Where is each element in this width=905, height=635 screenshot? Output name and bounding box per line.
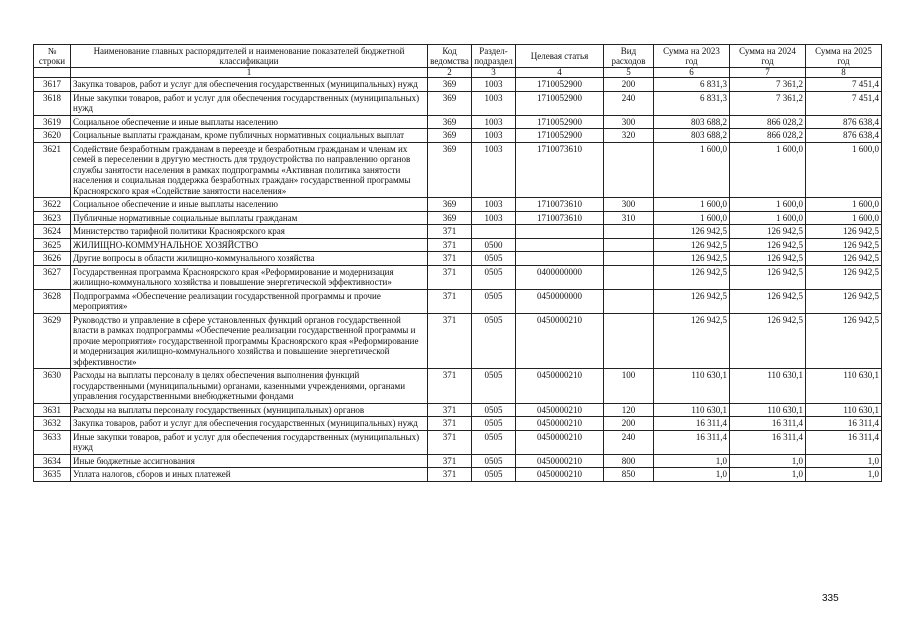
department-code-cell: 371: [428, 225, 472, 239]
target-article-cell: 0400000000: [516, 265, 604, 289]
sum-2025-cell: 876 638,4: [806, 115, 882, 129]
department-code-cell: 369: [428, 115, 472, 129]
section-cell: 0505: [472, 430, 516, 454]
table-row: [34, 252, 882, 266]
section-cell: 1003: [472, 211, 516, 225]
row-number-cell: 3630: [34, 369, 71, 404]
sum-2023-cell: 110 630,1: [654, 369, 730, 404]
department-code-cell: 369: [428, 211, 472, 225]
expense-type-cell: 300: [604, 115, 654, 129]
column-number: 4: [516, 68, 604, 78]
row-number-cell: 3631: [34, 403, 71, 417]
header-sum-2024: Сумма на 2024 год: [730, 45, 806, 68]
department-code-cell: 371: [428, 403, 472, 417]
department-code-cell: 369: [428, 91, 472, 115]
row-number-cell: 3618: [34, 91, 71, 115]
sum-2024-cell: 110 630,1: [730, 369, 806, 404]
expense-type-cell: 800: [604, 454, 654, 468]
expense-type-cell: [604, 252, 654, 266]
sum-2025-cell: 16 311,4: [806, 430, 882, 454]
section-cell: 1003: [472, 115, 516, 129]
department-code-cell: 371: [428, 369, 472, 404]
header-name: Наименование главных распорядителей и наименование показателей бюджетной классификации: [71, 45, 428, 68]
sum-2024-cell: 16 311,4: [730, 430, 806, 454]
table-row: [34, 211, 882, 225]
section-cell: 0505: [472, 289, 516, 313]
sum-2024-cell: 126 942,5: [730, 252, 806, 266]
target-article-cell: 1710052900: [516, 91, 604, 115]
column-number: [34, 68, 71, 78]
target-article-cell: 1710052900: [516, 115, 604, 129]
expense-type-cell: [604, 225, 654, 239]
sum-2023-cell: 126 942,5: [654, 289, 730, 313]
row-number-cell: 3629: [34, 313, 71, 369]
sum-2023-cell: 1 600,0: [654, 142, 730, 198]
row-number-cell: 3627: [34, 265, 71, 289]
column-number: 1: [71, 68, 428, 78]
table-row: [34, 454, 882, 468]
header-row-number: № строки: [34, 45, 71, 68]
target-article-cell: [516, 252, 604, 266]
expense-type-cell: [604, 238, 654, 252]
expense-type-cell: [604, 313, 654, 369]
name-cell: Государственная программа Красноярского края «Реформирование и модернизация жилищно-коммунального хозяйства и повышение энергетической эффективности»: [71, 265, 428, 289]
sum-2024-cell: 866 028,2: [730, 115, 806, 129]
sum-2025-cell: 126 942,5: [806, 225, 882, 239]
sum-2025-cell: 1 600,0: [806, 142, 882, 198]
sum-2025-cell: 126 942,5: [806, 252, 882, 266]
department-code-cell: 371: [428, 289, 472, 313]
target-article-cell: 0450000210: [516, 454, 604, 468]
table-row: [34, 115, 882, 129]
section-cell: 1003: [472, 142, 516, 198]
department-code-cell: 369: [428, 198, 472, 212]
expense-type-cell: 240: [604, 430, 654, 454]
target-article-cell: 0450000210: [516, 468, 604, 482]
expense-type-cell: 240: [604, 91, 654, 115]
section-cell: 0500: [472, 238, 516, 252]
table-row: [34, 91, 882, 115]
name-cell: Содействие безработным гражданам в переезде и безработным гражданам и членам их семей в переселении в другую местность для трудоустройства по направлению органов службы занятости населения в рамках подпрограммы «Активная политика занятости населения и социальная поддержка безработных граждан» государственной программы Красноярского края «Содействие занятости населения»: [71, 142, 428, 198]
name-cell: Социальное обеспечение и иные выплаты населению: [71, 198, 428, 212]
name-cell: Подпрограмма «Обеспечение реализации государственной программы и прочие мероприятия»: [71, 289, 428, 313]
section-cell: 1003: [472, 198, 516, 212]
header-target-article: Целевая статья: [516, 45, 604, 68]
department-code-cell: 371: [428, 265, 472, 289]
sum-2025-cell: 126 942,5: [806, 313, 882, 369]
sum-2024-cell: 126 942,5: [730, 313, 806, 369]
sum-2024-cell: 126 942,5: [730, 265, 806, 289]
expense-type-cell: 120: [604, 403, 654, 417]
header-row: [34, 45, 882, 68]
name-cell: Расходы на выплаты персоналу в целях обеспечения выполнения функций государственными (муниципальными) органами, казенными учреждениями, органами управления государственными внебюджетными фондами: [71, 369, 428, 404]
sum-2023-cell: 1 600,0: [654, 211, 730, 225]
name-cell: Социальные выплаты гражданам, кроме публичных нормативных социальных выплат: [71, 129, 428, 143]
sum-2023-cell: 126 942,5: [654, 313, 730, 369]
name-cell: Закупка товаров, работ и услуг для обеспечения государственных (муниципальных) нужд: [71, 417, 428, 431]
row-number-cell: 3622: [34, 198, 71, 212]
header-department-code: Код ведомства: [428, 45, 472, 68]
expense-type-cell: [604, 142, 654, 198]
sum-2024-cell: 1,0: [730, 468, 806, 482]
name-cell: Иные закупки товаров, работ и услуг для обеспечения государственных (муниципальных) нужд: [71, 91, 428, 115]
row-number-cell: 3617: [34, 78, 71, 92]
section-cell: 0505: [472, 369, 516, 404]
target-article-cell: 0450000210: [516, 403, 604, 417]
column-number: 7: [730, 68, 806, 78]
target-article-cell: 1710052900: [516, 129, 604, 143]
sum-2024-cell: 866 028,2: [730, 129, 806, 143]
header-section: Раздел-подраздел: [472, 45, 516, 68]
section-cell: 0505: [472, 454, 516, 468]
target-article-cell: 0450000210: [516, 417, 604, 431]
sum-2025-cell: 126 942,5: [806, 238, 882, 252]
section-cell: 0505: [472, 313, 516, 369]
sum-2025-cell: 1,0: [806, 454, 882, 468]
row-number-cell: 3635: [34, 468, 71, 482]
name-cell: Социальное обеспечение и иные выплаты населению: [71, 115, 428, 129]
target-article-cell: [516, 225, 604, 239]
target-article-cell: 1710073610: [516, 198, 604, 212]
target-article-cell: 0450000210: [516, 369, 604, 404]
sum-2023-cell: 126 942,5: [654, 265, 730, 289]
department-code-cell: 371: [428, 252, 472, 266]
department-code-cell: 371: [428, 430, 472, 454]
department-code-cell: 371: [428, 313, 472, 369]
sum-2024-cell: 126 942,5: [730, 238, 806, 252]
table-row: [34, 265, 882, 289]
department-code-cell: 371: [428, 238, 472, 252]
section-cell: 0505: [472, 265, 516, 289]
budget-table: [33, 44, 882, 482]
sum-2025-cell: 126 942,5: [806, 265, 882, 289]
section-cell: 0505: [472, 417, 516, 431]
column-number: 5: [604, 68, 654, 78]
table-row: [34, 430, 882, 454]
table-row: [34, 225, 882, 239]
section-cell: 0505: [472, 468, 516, 482]
row-number-cell: 3626: [34, 252, 71, 266]
name-cell: Министерство тарифной политики Красноярского края: [71, 225, 428, 239]
page-number: 335: [822, 593, 839, 604]
name-cell: Иные бюджетные ассигнования: [71, 454, 428, 468]
table-row: [34, 313, 882, 369]
row-number-cell: 3619: [34, 115, 71, 129]
expense-type-cell: 200: [604, 78, 654, 92]
target-article-cell: 1710073610: [516, 211, 604, 225]
column-number: 2: [428, 68, 472, 78]
target-article-cell: 1710073610: [516, 142, 604, 198]
header-expense-type: Вид расходов: [604, 45, 654, 68]
sum-2024-cell: 110 630,1: [730, 403, 806, 417]
sum-2023-cell: 6 831,3: [654, 78, 730, 92]
sum-2023-cell: 803 688,2: [654, 115, 730, 129]
row-number-cell: 3623: [34, 211, 71, 225]
target-article-cell: 0450000000: [516, 289, 604, 313]
row-number-cell: 3633: [34, 430, 71, 454]
sum-2025-cell: 7 451,4: [806, 78, 882, 92]
department-code-cell: 369: [428, 129, 472, 143]
expense-type-cell: [604, 265, 654, 289]
expense-type-cell: [604, 289, 654, 313]
row-number-cell: 3634: [34, 454, 71, 468]
table-body: [34, 78, 882, 482]
expense-type-cell: 100: [604, 369, 654, 404]
column-number: 6: [654, 68, 730, 78]
column-number-row: [34, 68, 882, 78]
table-row: [34, 289, 882, 313]
row-number-cell: 3624: [34, 225, 71, 239]
sum-2023-cell: 16 311,4: [654, 417, 730, 431]
header-sum-2023: Сумма на 2023 год: [654, 45, 730, 68]
target-article-cell: 1710052900: [516, 78, 604, 92]
sum-2023-cell: 803 688,2: [654, 129, 730, 143]
section-cell: 0505: [472, 252, 516, 266]
header-sum-2025: Сумма на 2025 год: [806, 45, 882, 68]
expense-type-cell: 200: [604, 417, 654, 431]
sum-2024-cell: 1 600,0: [730, 142, 806, 198]
sum-2023-cell: 6 831,3: [654, 91, 730, 115]
section-cell: 0505: [472, 403, 516, 417]
name-cell: Закупка товаров, работ и услуг для обеспечения государственных (муниципальных) нужд: [71, 78, 428, 92]
row-number-cell: 3625: [34, 238, 71, 252]
row-number-cell: 3621: [34, 142, 71, 198]
expense-type-cell: 310: [604, 211, 654, 225]
name-cell: Руководство и управление в сфере установленных функций органов государственной власти в рамках подпрограммы «Обеспечение реализации государственной программы и прочие мероприятия» государственной программы Красноярского края «Реформирование и модернизация жилищно-коммунального хозяйства и повышение энергетической эффективности»: [71, 313, 428, 369]
table-row: [34, 238, 882, 252]
sum-2024-cell: 1 600,0: [730, 211, 806, 225]
sum-2024-cell: 1,0: [730, 454, 806, 468]
sum-2023-cell: 110 630,1: [654, 403, 730, 417]
department-code-cell: 369: [428, 142, 472, 198]
target-article-cell: 0450000210: [516, 430, 604, 454]
department-code-cell: 371: [428, 417, 472, 431]
department-code-cell: 369: [428, 78, 472, 92]
name-cell: Расходы на выплаты персоналу государственных (муниципальных) органов: [71, 403, 428, 417]
sum-2023-cell: 126 942,5: [654, 252, 730, 266]
sum-2023-cell: 16 311,4: [654, 430, 730, 454]
sum-2025-cell: 1 600,0: [806, 198, 882, 212]
section-cell: 1003: [472, 91, 516, 115]
row-number-cell: 3628: [34, 289, 71, 313]
sum-2023-cell: 1,0: [654, 468, 730, 482]
sum-2024-cell: 16 311,4: [730, 417, 806, 431]
table-row: [34, 403, 882, 417]
sum-2025-cell: 1,0: [806, 468, 882, 482]
section-cell: 1003: [472, 129, 516, 143]
column-number: 3: [472, 68, 516, 78]
target-article-cell: [516, 238, 604, 252]
sum-2025-cell: 126 942,5: [806, 289, 882, 313]
sum-2025-cell: 876 638,4: [806, 129, 882, 143]
expense-type-cell: 300: [604, 198, 654, 212]
sum-2025-cell: 110 630,1: [806, 403, 882, 417]
department-code-cell: 371: [428, 468, 472, 482]
sum-2024-cell: 7 361,2: [730, 91, 806, 115]
department-code-cell: 371: [428, 454, 472, 468]
name-cell: Уплата налогов, сборов и иных платежей: [71, 468, 428, 482]
sum-2024-cell: 7 361,2: [730, 78, 806, 92]
sum-2025-cell: 110 630,1: [806, 369, 882, 404]
name-cell: Иные закупки товаров, работ и услуг для обеспечения государственных (муниципальных) нужд: [71, 430, 428, 454]
name-cell: ЖИЛИЩНО-КОММУНАЛЬНОЕ ХОЗЯЙСТВО: [71, 238, 428, 252]
row-number-cell: 3620: [34, 129, 71, 143]
table-row: [34, 369, 882, 404]
sum-2025-cell: 1 600,0: [806, 211, 882, 225]
sum-2025-cell: 16 311,4: [806, 417, 882, 431]
table-row: [34, 417, 882, 431]
sum-2024-cell: 126 942,5: [730, 289, 806, 313]
sum-2023-cell: 1,0: [654, 454, 730, 468]
sum-2023-cell: 1 600,0: [654, 198, 730, 212]
table-row: [34, 468, 882, 482]
sum-2023-cell: 126 942,5: [654, 225, 730, 239]
name-cell: Публичные нормативные социальные выплаты гражданам: [71, 211, 428, 225]
name-cell: Другие вопросы в области жилищно-коммунального хозяйства: [71, 252, 428, 266]
section-cell: [472, 225, 516, 239]
table-row: [34, 78, 882, 92]
table-row: [34, 129, 882, 143]
column-number: 8: [806, 68, 882, 78]
sum-2025-cell: 7 451,4: [806, 91, 882, 115]
sum-2024-cell: 126 942,5: [730, 225, 806, 239]
table-row: [34, 142, 882, 198]
target-article-cell: 0450000210: [516, 313, 604, 369]
sum-2024-cell: 1 600,0: [730, 198, 806, 212]
sum-2023-cell: 126 942,5: [654, 238, 730, 252]
expense-type-cell: 850: [604, 468, 654, 482]
row-number-cell: 3632: [34, 417, 71, 431]
table-row: [34, 198, 882, 212]
section-cell: 1003: [472, 78, 516, 92]
expense-type-cell: 320: [604, 129, 654, 143]
